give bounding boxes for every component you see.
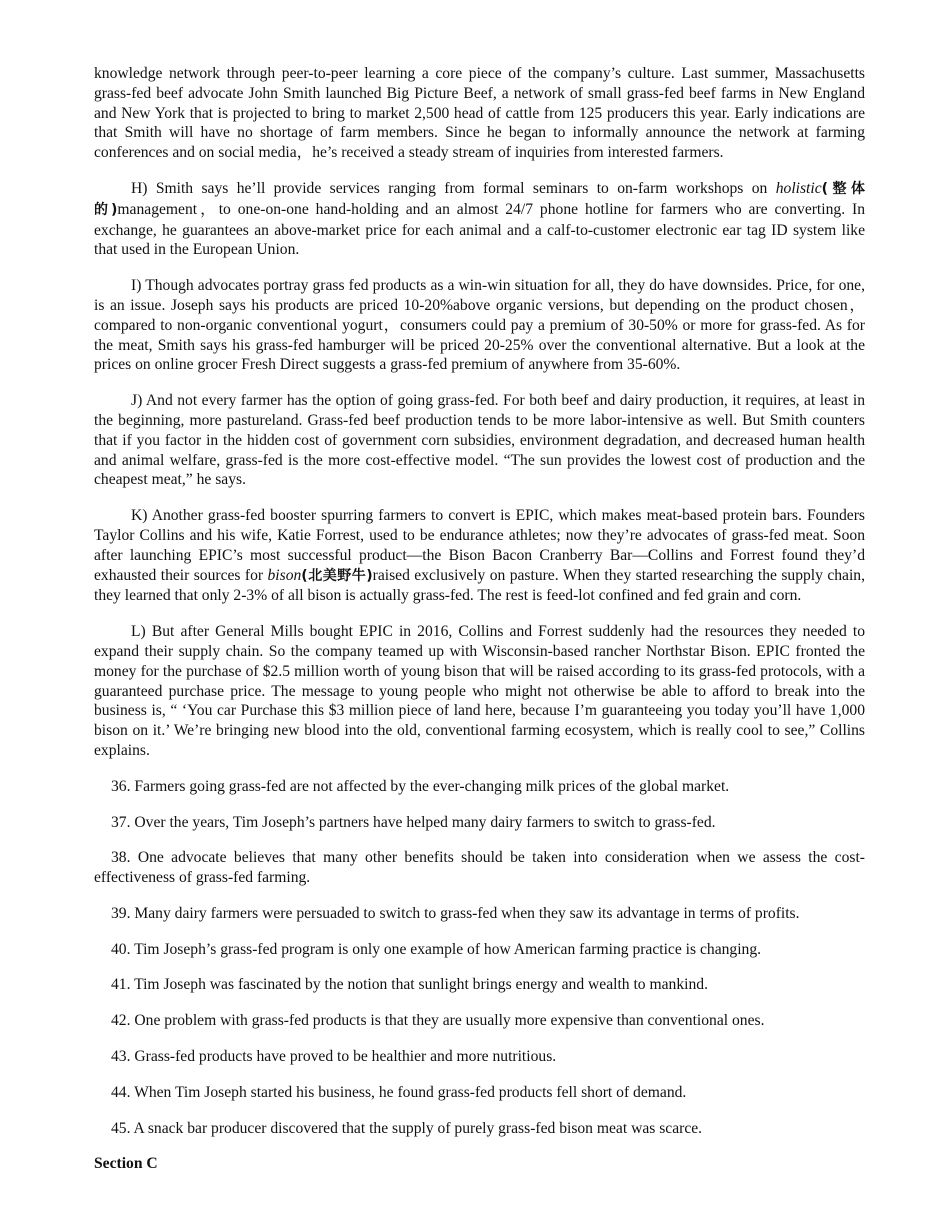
passage-paragraph-j: J) And not every farmer has the option of going grass-fed. For both beef and dairy production, it requires, at least in the beginning, more pastureland. Grass-fed beef production tends to be more labor-intensive as well. But Smith counters that if you factor in the hidden cost of government corn subsidies, environment degradation, and decreased human health and animal welfare, grass-fed is the more cost-effective model. “The sun provides the lowest cost of production and the cheapest meat,” he says. [94, 392, 865, 489]
passage-paragraph-l: L) But after General Mills bought EPIC in 2016, Collins and Forrest suddenly had the resources they needed to expand their supply chain. So the company teamed up with Wisconsin-based rancher Northstar Bison. EPIC fronted the money for the purchase of $2.5 million worth of young bison that will be raised according to its grass-fed protocols, with a guaranteed purchase price. The message to young people who might not otherwise be able to afford to break into the business is, “ ‘You car Purchase this $3 million piece of land here, because I’m guaranteeing you today you’ll have 1,000 bison on it.’ We’re bringing new blood into the old, conventional farming ecosystem, which is really cool to see,” Collins explains. [94, 623, 865, 759]
gloss-holistic: (整体的) [94, 180, 865, 218]
question-item: 42. One problem with grass-fed products is that they are usually more expensive than conventional ones. [111, 1012, 765, 1030]
question-item: 41. Tim Joseph was fascinated by the notion that sunlight brings energy and wealth to mankind. [111, 976, 708, 994]
paragraph-h-text-b: management，to one-on-one hand-holding and an almost 24/7 phone hotline for farmers who are converting. In exchange, he guarantees an above-market price for each animal and a calf-to-customer electronic ear tag ID system like that used in the European Union. [94, 200, 865, 259]
question-item: 45. A snack bar producer discovered that the supply of purely grass-fed bison meat was scarce. [111, 1119, 703, 1137]
question-item: 44. When Tim Joseph started his business, he found grass-fed products fell short of demand. [111, 1083, 687, 1101]
passage-paragraph-k [94, 506, 865, 606]
term-holistic: holistic [775, 179, 822, 197]
question-item: 39. Many dairy farmers were persuaded to switch to grass-fed when they saw its advantage in terms of profits. [111, 904, 800, 922]
term-bison: bison [267, 566, 302, 584]
passage-paragraph-h [94, 179, 865, 260]
paragraph-k-text-a: K) Another grass-fed booster spurring farmers to convert is EPIC, which makes meat-based protein bars. Founders Taylor Collins and his wife, Katie Forrest, used to be endurance athletes; now they’re advocates of grass-fed meat. Soon after launching EPIC’s most successful product—the Bison Bacon Cranberry Bar—Collins and Forrest found they’d exhausted their sources for [94, 507, 865, 584]
section-heading: Section C [94, 1155, 158, 1173]
question-item: 36. Farmers going grass-fed are not affected by the ever-changing milk prices of the global market. [111, 777, 730, 795]
paragraph-h-text-a: H) Smith says he’ll provide services ranging from formal seminars to on-farm workshops on [131, 179, 776, 197]
document-content [94, 64, 865, 1174]
question-list [94, 777, 865, 1139]
question-item: 43. Grass-fed products have proved to be healthier and more nutritious. [111, 1048, 557, 1066]
question-item: 38. One advocate believes that many other benefits should be taken into consideration when we assess the cost-effectiveness of grass-fed farming. [94, 849, 865, 887]
passage-paragraph-i: I) Though advocates portray grass fed products as a win-win situation for all, they do have downsides. Price, for one, is an issue. Joseph says his products are priced 10-20%above organic versions, but depending on the product chosen，compared to non-organic conventional yogurt，consumers could pay a premium of 30-50% or more for grass-fed. As for the meat, Smith says his grass-fed hamburger will be priced 20-25% over the conventional alternative. But a look at the prices on online grocer Fresh Direct suggests a grass-fed premium of anywhere from 35-60%. [94, 277, 865, 374]
gloss-bison: (北美野牛) [301, 567, 373, 584]
paragraph-k-text-b: raised exclusively on pasture. When they started researching the supply chain, they learned that only 2-3% of all bison is actually grass-fed. The rest is feed-lot confined and fed grain and corn. [94, 566, 865, 605]
question-item: 40. Tim Joseph’s grass-fed program is only one example of how American farming practice is changing. [111, 940, 762, 958]
passage-paragraph-intro: knowledge network through peer-to-peer learning a core piece of the company’s culture. Last summer, Massachusetts grass-fed beef advocate John Smith launched Big Picture Beef, a network of small grass-fed beef farms in New England and New York that is projected to bring to market 2,500 head of cattle from 125 producers this year. Early indications are that Smith will have no shortage of farm members. Since he began to informally announce the network at farming conferences and on social media，he’s received a steady stream of inquiries from interested farmers. [94, 65, 865, 162]
question-item: 37. Over the years, Tim Joseph’s partners have helped many dairy farmers to switch to grass-fed. [111, 813, 716, 831]
